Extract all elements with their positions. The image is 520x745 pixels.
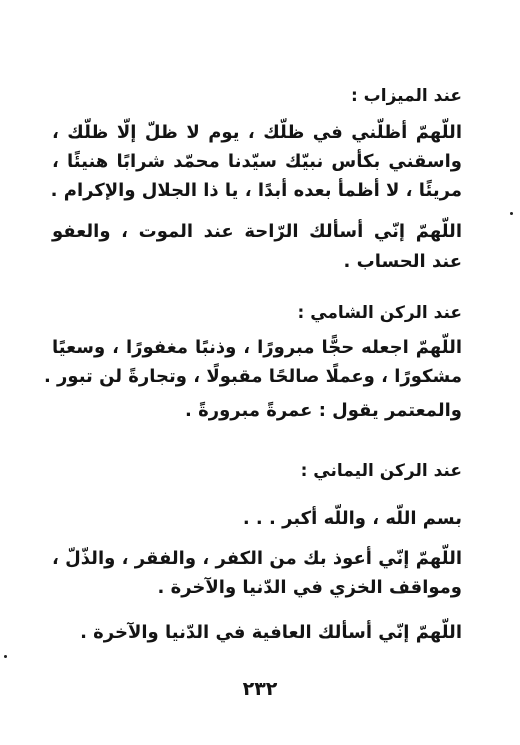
page-number: ٢٣٢ <box>242 678 278 700</box>
text-line: اللّهمّ إنّي أعوذ بك من الكفر ، والفقر ، والذّلّ ، <box>52 548 462 569</box>
text-line: اللّهمّ إنّي أسألك العافية في الدّنيا والآخرة . <box>80 622 462 643</box>
text-line: ومواقف الخزي في الدّنيا والآخرة . <box>157 577 462 598</box>
text-line: اللّهمّ اجعله حجًّا مبرورًا ، وذنبًا مغفورًا ، وسعيًا <box>52 337 462 358</box>
text-line: والمعتمر يقول : عمرةً مبرورةً . <box>185 400 462 421</box>
heading-rukn-shami: عند الركن الشامي : <box>297 303 462 323</box>
heading-mizab: عند الميزاب : <box>350 86 462 106</box>
text-line: اللّهمّ إنّي أسألك الرّاحة عند الموت ، والعفو <box>52 221 462 242</box>
heading-rukn-yamani: عند الركن اليماني : <box>300 461 462 481</box>
text-line: واسقني بكأس نبيّك سيّدنا محمّد شرابًا هنيئًا ، <box>52 151 462 172</box>
scan-speck <box>4 655 7 658</box>
scan-speck <box>510 212 513 215</box>
text-line: عند الحساب . <box>343 251 462 272</box>
text-line: مريئًا ، لا أظمأ بعده أبدًا ، يا ذا الجلال والإكرام . <box>50 180 462 201</box>
text-line: بسم اللّه ، واللّه أكبر . . . <box>242 508 462 529</box>
text-line: اللّهمّ أظلّني في ظلّك ، يوم لا ظلّ إلّا ظلّك ، <box>52 122 462 143</box>
text-line: مشكورًا ، وعملًا صالحًا مقبولًا ، وتجارةً لن تبور . <box>43 366 462 387</box>
